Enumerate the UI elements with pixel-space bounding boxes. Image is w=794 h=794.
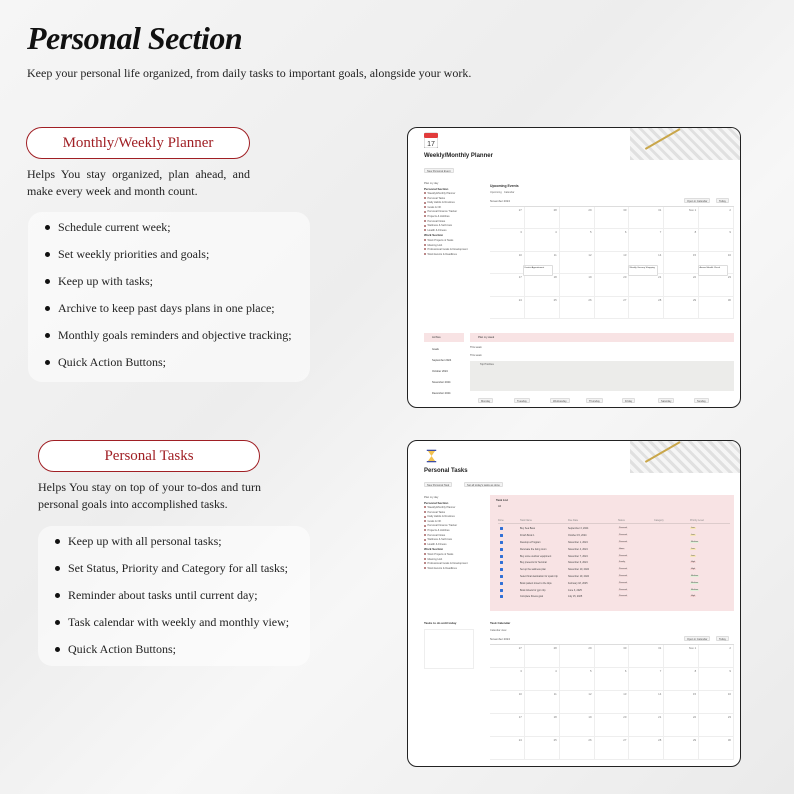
day-button[interactable]: Monday xyxy=(478,398,493,403)
sidebar-heading: Work Section xyxy=(424,547,444,552)
calendar-day-cell[interactable]: 31 xyxy=(629,645,664,668)
task-columns xyxy=(498,519,730,524)
calendar-day-cell[interactable]: 24 xyxy=(490,297,525,319)
sidebar-item[interactable]: Meeting Hub xyxy=(424,244,486,249)
task-due-date: October 15, 2024 xyxy=(568,534,587,538)
sidebar-item[interactable]: Personal Notes xyxy=(424,220,486,225)
bullet-item: Keep up with tasks; xyxy=(28,268,310,295)
keyboard-decoration xyxy=(630,441,740,473)
sidebar-item[interactable]: Personal Tasks xyxy=(424,511,486,516)
calendar-day-cell[interactable]: 26 xyxy=(560,737,595,760)
calendar-day-cell[interactable]: 30 xyxy=(595,207,630,229)
calendar-day-cell[interactable]: 17 xyxy=(490,274,525,296)
calendar-day-cell[interactable]: 24 xyxy=(490,737,525,760)
events-tabs[interactable] xyxy=(490,191,514,194)
sidebar-item[interactable]: Weekly/Monthly Planner xyxy=(424,506,486,511)
calendar-day-cell[interactable]: 28 xyxy=(629,297,664,319)
tasks-sidebar xyxy=(424,496,486,571)
sidebar-heading: Personal Section xyxy=(424,500,449,505)
done-checkbox[interactable] xyxy=(500,582,503,585)
day-buttons xyxy=(478,398,738,405)
sidebar-item[interactable]: Personal Notes xyxy=(424,534,486,539)
sidebar-item[interactable]: Weekly/Monthly Planner xyxy=(424,192,486,197)
bullet-item: Quick Action Buttons; xyxy=(28,349,310,376)
task-category: Personal xyxy=(619,574,627,577)
calendar-day-cell[interactable]: 11 xyxy=(525,691,560,714)
table-row[interactable] xyxy=(498,533,730,539)
task-category: Family xyxy=(619,561,625,564)
task-priority: Low xyxy=(691,554,695,557)
task-name: Complete fitness goal xyxy=(520,595,543,599)
task-priority: Medium xyxy=(691,574,699,577)
calendar-day-cell[interactable]: 10 xyxy=(490,691,525,714)
sidebar-item[interactable]: Work Projects & Tasks xyxy=(424,239,486,244)
calendar-day-cell[interactable]: 30 xyxy=(699,297,734,319)
archive-item[interactable]: Archive xyxy=(424,333,464,342)
top-priorities-label: Top Priorities xyxy=(480,363,494,366)
day-button[interactable]: Sunday xyxy=(694,398,709,403)
sidebar-item[interactable]: Personal Tasks xyxy=(424,197,486,202)
calendar-day-cell[interactable]: 23 xyxy=(699,714,734,737)
calendar-day-cell[interactable]: 29 xyxy=(664,297,699,319)
task-category: Personal xyxy=(619,588,627,591)
calendar-day-cell[interactable]: 10 xyxy=(490,252,525,274)
calendar-day-cell[interactable]: 6 xyxy=(595,668,630,691)
calendar-event[interactable]: Annual Health Check xyxy=(698,265,728,276)
tasks-heading: Personal Tasks xyxy=(38,440,260,472)
planner-screenshot xyxy=(407,127,741,408)
table-row[interactable] xyxy=(498,560,730,566)
task-name: Buy Sea Bass xyxy=(520,527,536,531)
open-in-calendar-button[interactable]: Open in Calendar xyxy=(684,636,710,641)
task-due-date: November 19, 2024 xyxy=(568,574,589,578)
task-list-table xyxy=(490,495,734,611)
calendar-day-cell[interactable]: 23 xyxy=(699,274,734,296)
tasks-bullets xyxy=(38,528,310,663)
day-button[interactable]: Wednesday xyxy=(550,398,570,403)
sidebar-item[interactable]: Health & Fitness xyxy=(424,229,486,234)
calendar-day-cell[interactable]: 14 xyxy=(629,691,664,714)
calendar-day-cell[interactable]: 4 xyxy=(525,229,560,251)
task-name: Finish Book 1 xyxy=(520,534,535,538)
calendar-day-cell[interactable]: 27 xyxy=(595,737,630,760)
bullet-item: Reminder about tasks until current day; xyxy=(38,582,310,609)
task-column-header: Priority Level xyxy=(690,519,704,522)
table-row[interactable] xyxy=(498,587,730,593)
calendar-day-cell[interactable]: 18 xyxy=(525,274,560,296)
day-button[interactable]: Saturday xyxy=(658,398,674,403)
mark-done-button[interactable]: Set all today's tasks as done xyxy=(464,482,503,487)
task-category: Personal xyxy=(619,534,627,537)
bullet-item: Archive to keep past days plans in one place; xyxy=(28,295,310,322)
calendar-day-cell[interactable]: 8 xyxy=(664,668,699,691)
sidebar-item[interactable]: Health & Fitness xyxy=(424,543,486,548)
task-priority: Low xyxy=(691,534,695,537)
sidebar-item[interactable]: Work Events & Deadlines xyxy=(424,567,486,572)
task-name: Renovate the living room xyxy=(520,547,547,551)
calendar-day-cell[interactable]: 2 xyxy=(699,207,734,229)
task-priority: Medium xyxy=(691,540,699,543)
archive-item[interactable]: October 2024 xyxy=(432,370,448,373)
task-calendar-title: Task Calendar xyxy=(490,621,511,625)
calendar-day-cell[interactable]: 9 xyxy=(699,229,734,251)
task-priority: High xyxy=(691,595,696,598)
table-row[interactable] xyxy=(498,546,730,552)
calendar-day-cell[interactable]: 25 xyxy=(525,297,560,319)
task-due-date: November 1, 2024 xyxy=(568,540,588,544)
calendar-icon xyxy=(424,132,438,148)
sidebar-pin[interactable]: Plan my day xyxy=(424,182,439,185)
sidebar-item[interactable]: Goals & OK xyxy=(424,206,486,211)
calendar-day-cell[interactable]: 28 xyxy=(525,207,560,229)
task-name: Set up the wellness plan xyxy=(520,568,546,572)
calendar-day-cell[interactable]: 4 xyxy=(525,668,560,691)
planner-bullets xyxy=(28,214,310,376)
calendar-day-cell[interactable]: 19 xyxy=(560,274,595,296)
task-name: Book patient travel to the Alps xyxy=(520,581,552,585)
calendar-day-cell[interactable]: 5 xyxy=(560,668,595,691)
calendar-day-cell[interactable]: 13 xyxy=(595,691,630,714)
calendar-day-cell[interactable]: 27 xyxy=(490,207,525,229)
calendar-day-cell[interactable]: 3 xyxy=(490,668,525,691)
calendar-day-cell[interactable]: Nov 1 xyxy=(664,645,699,668)
sidebar-item[interactable]: Wellness & Self-Care xyxy=(424,538,486,543)
calendar-day-cell[interactable]: 7 xyxy=(629,229,664,251)
calendar-icon-day: 17 xyxy=(427,141,435,148)
archive-list xyxy=(424,333,464,399)
calendar-day-cell[interactable]: 28 xyxy=(629,737,664,760)
until-today-panel xyxy=(424,629,474,669)
sidebar-item[interactable]: Professional Goals & Development xyxy=(424,562,486,567)
calendar-day-cell[interactable]: 22 xyxy=(664,274,699,296)
calendar-day-cell[interactable]: 21 xyxy=(629,274,664,296)
calendar-day-cell[interactable]: 9 xyxy=(699,668,734,691)
task-category: Personal xyxy=(619,540,627,543)
calendar-day-cell[interactable]: 15 xyxy=(664,691,699,714)
calendar-day-cell[interactable]: 11 xyxy=(525,252,560,274)
calendar-day-cell[interactable]: 18 xyxy=(525,714,560,737)
sidebar-pin[interactable]: Plan my day xyxy=(424,496,439,499)
sidebar-heading: Personal Section xyxy=(424,186,449,191)
task-column-header: Status xyxy=(618,519,625,522)
task-priority: Low xyxy=(691,527,695,530)
sidebar-item[interactable]: Goals & OK xyxy=(424,520,486,525)
task-category: Personal xyxy=(619,554,627,557)
hourglass-icon xyxy=(426,449,437,463)
task-priority: High xyxy=(691,561,696,564)
task-column-header: Category xyxy=(654,519,664,522)
calendar-day-cell[interactable]: 28 xyxy=(525,645,560,668)
sidebar-item[interactable]: Personal Finance Tracker xyxy=(424,524,486,529)
bullet-item: Quick Action Buttons; xyxy=(38,636,310,663)
done-checkbox[interactable] xyxy=(500,534,503,537)
calendar-day-cell[interactable]: 19 xyxy=(560,714,595,737)
calendar-day-cell[interactable]: 2 xyxy=(699,645,734,668)
task-column-header: Done xyxy=(498,519,504,522)
task-priority: Low xyxy=(691,547,695,550)
task-calendar-month: November 2024 xyxy=(490,637,510,641)
sidebar-item[interactable]: Projects & Hobbies xyxy=(424,215,486,220)
today-button[interactable]: Today xyxy=(716,636,729,641)
task-due-date: February 18, 2025 xyxy=(568,581,588,585)
task-category: Home xyxy=(619,547,625,550)
calendar-day-cell[interactable]: 14 xyxy=(629,252,664,274)
calendar-day-cell[interactable]: 21 xyxy=(629,714,664,737)
calendar-day-cell[interactable]: 22 xyxy=(664,714,699,737)
done-checkbox[interactable] xyxy=(500,561,503,564)
table-row[interactable] xyxy=(498,526,730,532)
open-in-calendar-button[interactable]: Open in Calendar xyxy=(684,198,710,203)
task-due-date: June 3, 2025 xyxy=(568,588,582,592)
calendar-day-cell[interactable]: 26 xyxy=(560,297,595,319)
this-week-label: This week xyxy=(470,346,482,349)
calendar-day-cell[interactable]: 17 xyxy=(490,714,525,737)
page-title: Personal Section xyxy=(27,20,243,56)
calendar-day-cell[interactable]: 5 xyxy=(560,229,595,251)
sidebar-item[interactable]: Projects & Hobbies xyxy=(424,529,486,534)
done-checkbox[interactable] xyxy=(500,589,503,592)
task-due-date: July 15, 2025 xyxy=(568,595,583,599)
task-category: Personal xyxy=(619,581,627,584)
plan-week-bar[interactable]: Plan my week xyxy=(470,333,734,342)
table-row[interactable] xyxy=(498,594,730,600)
sidebar-item[interactable]: Work Events & Deadlines xyxy=(424,253,486,258)
sidebar-item[interactable]: Work Projects & Tasks xyxy=(424,553,486,558)
tasks-bullets-card xyxy=(38,526,310,666)
sidebar-item[interactable]: Personal Finance Tracker xyxy=(424,210,486,215)
task-due-date: November 4, 2024 xyxy=(568,547,588,551)
calendar-day-cell[interactable]: 25 xyxy=(525,737,560,760)
task-due-date: November 10, 2024 xyxy=(568,568,589,572)
page-subtitle: Keep your personal life organized, from daily tasks to important goals, alongside your work. xyxy=(27,66,472,80)
task-category: Personal xyxy=(619,527,627,530)
bullet-item: Schedule current week; xyxy=(28,214,310,241)
task-filter[interactable]: All xyxy=(498,505,501,508)
planner-calendar-grid xyxy=(490,206,734,318)
done-checkbox[interactable] xyxy=(500,541,503,544)
planner-app-title: Weekly/Monthly Planner xyxy=(424,153,493,159)
calendar-day-cell[interactable]: 29 xyxy=(560,207,595,229)
calendar-day-cell[interactable]: 27 xyxy=(595,297,630,319)
planner-sidebar xyxy=(424,182,486,257)
sidebar-item[interactable]: Meeting Hub xyxy=(424,558,486,563)
calendar-day-cell[interactable]: 3 xyxy=(490,229,525,251)
tab-upcoming[interactable]: Upcoming xyxy=(490,191,502,194)
day-button[interactable]: Thursday xyxy=(586,398,603,403)
calendar-view-tab[interactable]: Calendar view xyxy=(490,629,507,632)
priorities-panel xyxy=(470,361,734,391)
task-priority: High xyxy=(691,568,696,571)
task-name: Buy presents for Seminar xyxy=(520,561,547,565)
calendar-day-cell[interactable]: 12 xyxy=(560,252,595,274)
sidebar-heading: Work Section xyxy=(424,233,444,238)
keyboard-decoration xyxy=(630,128,740,160)
calendar-day-cell[interactable]: 8 xyxy=(664,229,699,251)
tasks-description: Helps You stay on top of your to-dos and turn personal goals into accomplished tasks. xyxy=(38,480,261,511)
table-row[interactable] xyxy=(498,567,730,573)
done-checkbox[interactable] xyxy=(500,575,503,578)
done-checkbox[interactable] xyxy=(500,595,503,598)
calendar-event[interactable]: Dentist Appointment xyxy=(523,265,553,276)
calendar-day-cell[interactable]: 16 xyxy=(699,252,734,274)
archive-item[interactable]: December 2024 xyxy=(432,392,451,395)
table-row[interactable] xyxy=(498,540,730,546)
sidebar-item[interactable]: Professional Goals & Development xyxy=(424,248,486,253)
archive-item[interactable]: September 2024 xyxy=(432,359,452,362)
calendar-day-cell[interactable]: 12 xyxy=(560,691,595,714)
task-category: Personal xyxy=(619,568,627,571)
archive-item[interactable]: Goals xyxy=(432,348,439,351)
task-category: Personal xyxy=(619,595,627,598)
this-week-toggle[interactable]: This week xyxy=(470,354,482,357)
task-calendar-grid xyxy=(490,644,734,759)
today-button[interactable]: Today xyxy=(716,198,729,203)
tab-calendar[interactable]: Calendar xyxy=(503,191,515,194)
task-priority: Medium xyxy=(691,588,699,591)
calendar-month: November 2024 xyxy=(490,199,510,203)
tasks-screenshot xyxy=(407,440,741,767)
done-checkbox[interactable] xyxy=(500,527,503,530)
done-checkbox[interactable] xyxy=(500,548,503,551)
done-checkbox[interactable] xyxy=(500,555,503,558)
sidebar-item[interactable]: Wellness & Self-Care xyxy=(424,224,486,229)
done-checkbox[interactable] xyxy=(500,568,503,571)
calendar-day-cell[interactable]: 7 xyxy=(629,668,664,691)
task-due-date: November 7, 2024 xyxy=(568,554,588,558)
calendar-day-cell[interactable]: 20 xyxy=(595,714,630,737)
task-column-header: Due Date xyxy=(568,519,579,522)
task-due-date: September 3, 2024 xyxy=(568,527,589,531)
calendar-day-cell[interactable]: 27 xyxy=(490,645,525,668)
tasks-app-title: Personal Tasks xyxy=(424,468,468,474)
events-title: Upcoming Events xyxy=(490,184,519,188)
task-name: Book tickets for gym trip xyxy=(520,588,546,592)
table-row[interactable] xyxy=(498,574,730,580)
calendar-day-cell[interactable]: 6 xyxy=(595,229,630,251)
planner-bullets-card xyxy=(28,212,310,382)
task-column-header: Task Name xyxy=(520,519,532,522)
task-due-date: November 6, 2024 xyxy=(568,561,588,565)
planner-heading: Monthly/Weekly Planner xyxy=(26,127,250,159)
calendar-day-cell[interactable]: 30 xyxy=(595,645,630,668)
bullet-item: Keep up with all personal tasks; xyxy=(38,528,310,555)
calendar-day-cell[interactable]: 20 xyxy=(595,274,630,296)
sidebar-item[interactable]: Daily Habits & Routines xyxy=(424,515,486,520)
calendar-event[interactable]: Weekly Grocery Shopping xyxy=(628,265,658,276)
calendar-day-cell[interactable]: 30 xyxy=(699,737,734,760)
archive-item[interactable]: November 2024 xyxy=(432,381,451,384)
calendar-day-cell[interactable]: 29 xyxy=(664,737,699,760)
bullet-item: Monthly goals reminders and objective tracking; xyxy=(28,322,310,349)
day-button[interactable]: Friday xyxy=(622,398,635,403)
calendar-day-cell[interactable]: 15 xyxy=(664,252,699,274)
day-button[interactable]: Tuesday xyxy=(514,398,530,403)
task-name: Develop a Program xyxy=(520,540,541,544)
until-today-title: Tasks to do until today xyxy=(424,621,457,625)
task-name: Select final destination for spain trip xyxy=(520,574,558,578)
calendar-day-cell[interactable]: 31 xyxy=(629,207,664,229)
new-event-button[interactable]: New Personal Event xyxy=(424,168,454,173)
table-row[interactable] xyxy=(498,553,730,559)
task-priority: Medium xyxy=(691,581,699,584)
new-task-button[interactable]: New Personal Task xyxy=(424,482,452,487)
table-row[interactable] xyxy=(498,580,730,586)
calendar-day-cell[interactable]: 16 xyxy=(699,691,734,714)
task-name: Buy some outdoor equipment xyxy=(520,554,552,558)
bullet-item: Set Status, Priority and Category for all tasks; xyxy=(38,555,310,582)
sidebar-item[interactable]: Daily Habits & Routines xyxy=(424,201,486,206)
bullet-item: Set weekly priorities and goals; xyxy=(28,241,310,268)
calendar-day-cell[interactable]: 13 xyxy=(595,252,630,274)
planner-description: Helps You stay organized, plan ahead, and make every week and month count. xyxy=(27,167,250,198)
task-list-title: Task List xyxy=(496,498,508,502)
calendar-day-cell[interactable]: Nov 1 xyxy=(664,207,699,229)
bullet-item: Task calendar with weekly and monthly view; xyxy=(38,609,310,636)
calendar-day-cell[interactable]: 29 xyxy=(560,645,595,668)
